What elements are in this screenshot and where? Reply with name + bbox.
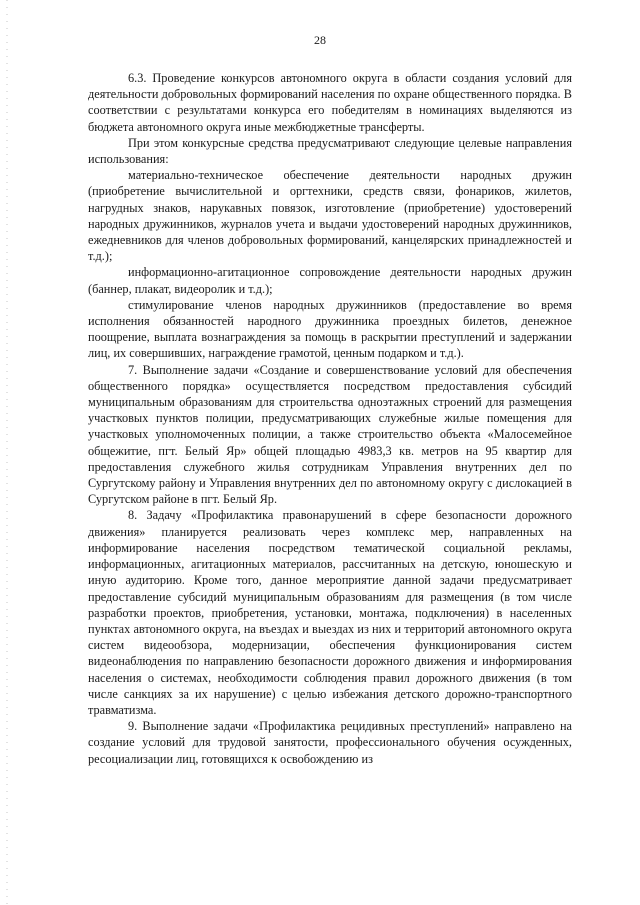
paragraph-6-3: 6.3. Проведение конкурсов автономного округа в области создания условий для деятельности добровольных формирований населения по охране общественного порядка. В соответствии с результатами конкурса его победителям в номинациях выделяются из бюджета автономного округа иные межбюджетные трансферты. [88, 71, 572, 134]
page-number: 28 [314, 33, 326, 47]
paragraph-7: 7. Выполнение задачи «Создание и совершенствование условий для обеспечения общественного порядка» осуществляется посредством предоставления субсидий муниципальным образованиям для строительства одноэтажных строений для размещения участковых пунктов полиции, предусматривающих служебные жилые помещения для участковых уполномоченных полиции, а также строительство объекта «Малосемейное общежитие, пгт. Белый Яр» общей площадью 4983,3 кв. метров на 95 квартир для предоставления служебного жилья сотрудникам Управления внутренних дел по Сургутскому району и Управления внутренних дел по автономному округу с дислокацией в Сургутском районе в пгт. Белый Яр. [88, 362, 572, 507]
list-item-incentives: стимулирование членов народных дружинников (предоставление во время исполнения обязанностей народного дружинника проездных билетов, денежное поощрение, выплата вознаграждения за помощь в раскрытии преступлений и задержании лиц, их совершивших, награждение грамотой, ценным подарком и т.д.). [88, 297, 572, 361]
list-item-information-support: информационно-агитационное сопровождение деятельности народных дружин (баннер, плакат, видеоролик и т.д.); [88, 265, 572, 296]
paragraph-9: 9. Выполнение задачи «Профилактика рецидивных преступлений» направлено на создание условий для трудовой занятости, профессионального обучения осужденных, ресоциализации лиц, готовящихся к освобождению из [88, 719, 572, 766]
document-body [88, 70, 572, 767]
paragraph-target-directions: При этом конкурсные средства предусматривают следующие целевые направления использования: [88, 135, 572, 167]
paragraph-8: 8. Задачу «Профилактика правонарушений в сфере безопасности дорожного движения» планируется реализовать через комплекс мер, направленных на информирование населения посредством тематической социальной рекламы, информационных, агитационных материалов, рассчитанных на детскую, юношескую и иную аудиторию. Кроме того, данное мероприятие данной задачи предусматривает предоставление субсидий муниципальным образованиям для размещения (в том числе разработки проектов, приобретения, установки, монтажа, подключения) в населенных пунктах автономного округа, на въездах и выездах из них и территорий автономного округа систем видеообзора, модернизации, обеспечения функционирования систем видеонаблюдения по направлению безопасности дорожного движения и информирования населения о системах, необходимости соблюдения правил дорожного движения (в том числе санкциях за их нарушение) с целью избежания детского дорожно-транспортного травматизма. [88, 508, 572, 717]
list-item-material-support: материально-техническое обеспечение деятельности народных дружин (приобретение вычислительной и оргтехники, средств связи, фонариков, жилетов, нагрудных знаков, нарукавных повязок, изготовление (приобретение) удостоверений народных дружинников, журналов учета и выдачи удостоверений народных дружинников, ежедневников для членов добровольных формирований, канцелярских принадлежностей и т.д.); [88, 168, 572, 264]
scan-edge-artifact [6, 0, 8, 905]
